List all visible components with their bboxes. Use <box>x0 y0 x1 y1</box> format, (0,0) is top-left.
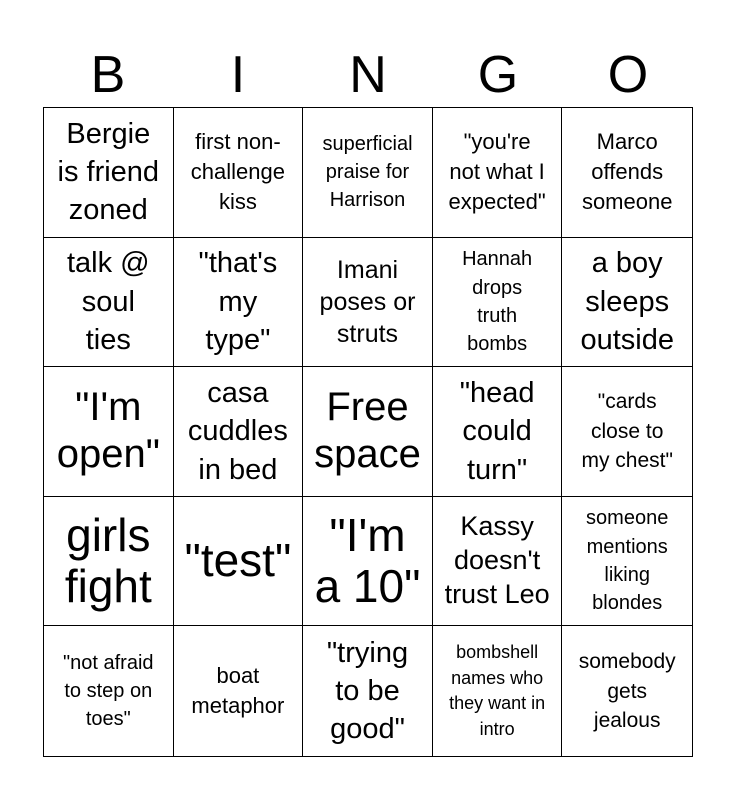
bingo-cell-r3-c5[interactable]: "cards close to my chest" <box>562 367 692 497</box>
bingo-cell-r5-c5[interactable]: somebody gets jealous <box>578 650 676 732</box>
bingo-cell-r2-c3[interactable]: Imani poses or struts <box>303 238 433 368</box>
header-letter-g: G <box>477 46 519 104</box>
bingo-cell-r1-c5[interactable]: Marco offends someone <box>562 108 692 238</box>
bingo-cell-r5-c3[interactable]: "trying to be good" <box>303 626 433 756</box>
bingo-cell-r4-c3[interactable]: "I'm a 10" <box>303 497 433 627</box>
bingo-cell-r2-c1[interactable]: talk @ soul ties <box>44 238 174 368</box>
free-space-cell[interactable]: Free space <box>303 367 433 497</box>
bingo-cell-r2-c4[interactable]: Hannah drops truth bombs <box>433 238 563 368</box>
header-letter-i: I <box>230 46 246 104</box>
bingo-cell-r3-c2[interactable]: casa cuddles in bed <box>174 367 304 497</box>
bingo-cell-r5-c4[interactable]: bombshell names who they want in intro <box>433 626 563 756</box>
bingo-cell-r4-c2[interactable]: "test" <box>174 497 304 627</box>
bingo-grid <box>43 107 693 757</box>
bingo-cell-r1-c2[interactable]: first non- challenge kiss <box>174 108 304 238</box>
bingo-header <box>43 44 693 106</box>
bingo-cell-r1-c4[interactable]: "you're not what I expected" <box>433 108 563 238</box>
bingo-cell-r4-c5[interactable]: someone mentions liking blondes <box>562 497 692 627</box>
bingo-cell-r3-c4[interactable]: "head could turn" <box>433 367 563 497</box>
bingo-cell-r5-c1[interactable]: "not afraid to step on toes" <box>44 626 174 756</box>
header-letter-b: B <box>90 46 126 104</box>
bingo-cell-r4-c4[interactable]: Kassy doesn't trust Leo <box>433 497 563 627</box>
bingo-cell-r2-c2[interactable]: "that's my type" <box>174 238 304 368</box>
bingo-cell-r3-c1[interactable]: "I'm open" <box>44 367 174 497</box>
bingo-cell-r1-c1[interactable]: Bergie is friend zoned <box>44 108 174 238</box>
bingo-cell-r5-c2[interactable]: boat metaphor <box>174 626 304 756</box>
bingo-cell-r1-c3[interactable]: superficial praise for Harrison <box>303 108 433 238</box>
bingo-cell-r2-c5[interactable]: a boy sleeps outside <box>562 238 692 368</box>
header-letter-o: O <box>607 46 649 104</box>
header-letter-n: N <box>349 46 387 104</box>
bingo-cell-r4-c1[interactable]: girls fight <box>44 497 174 627</box>
